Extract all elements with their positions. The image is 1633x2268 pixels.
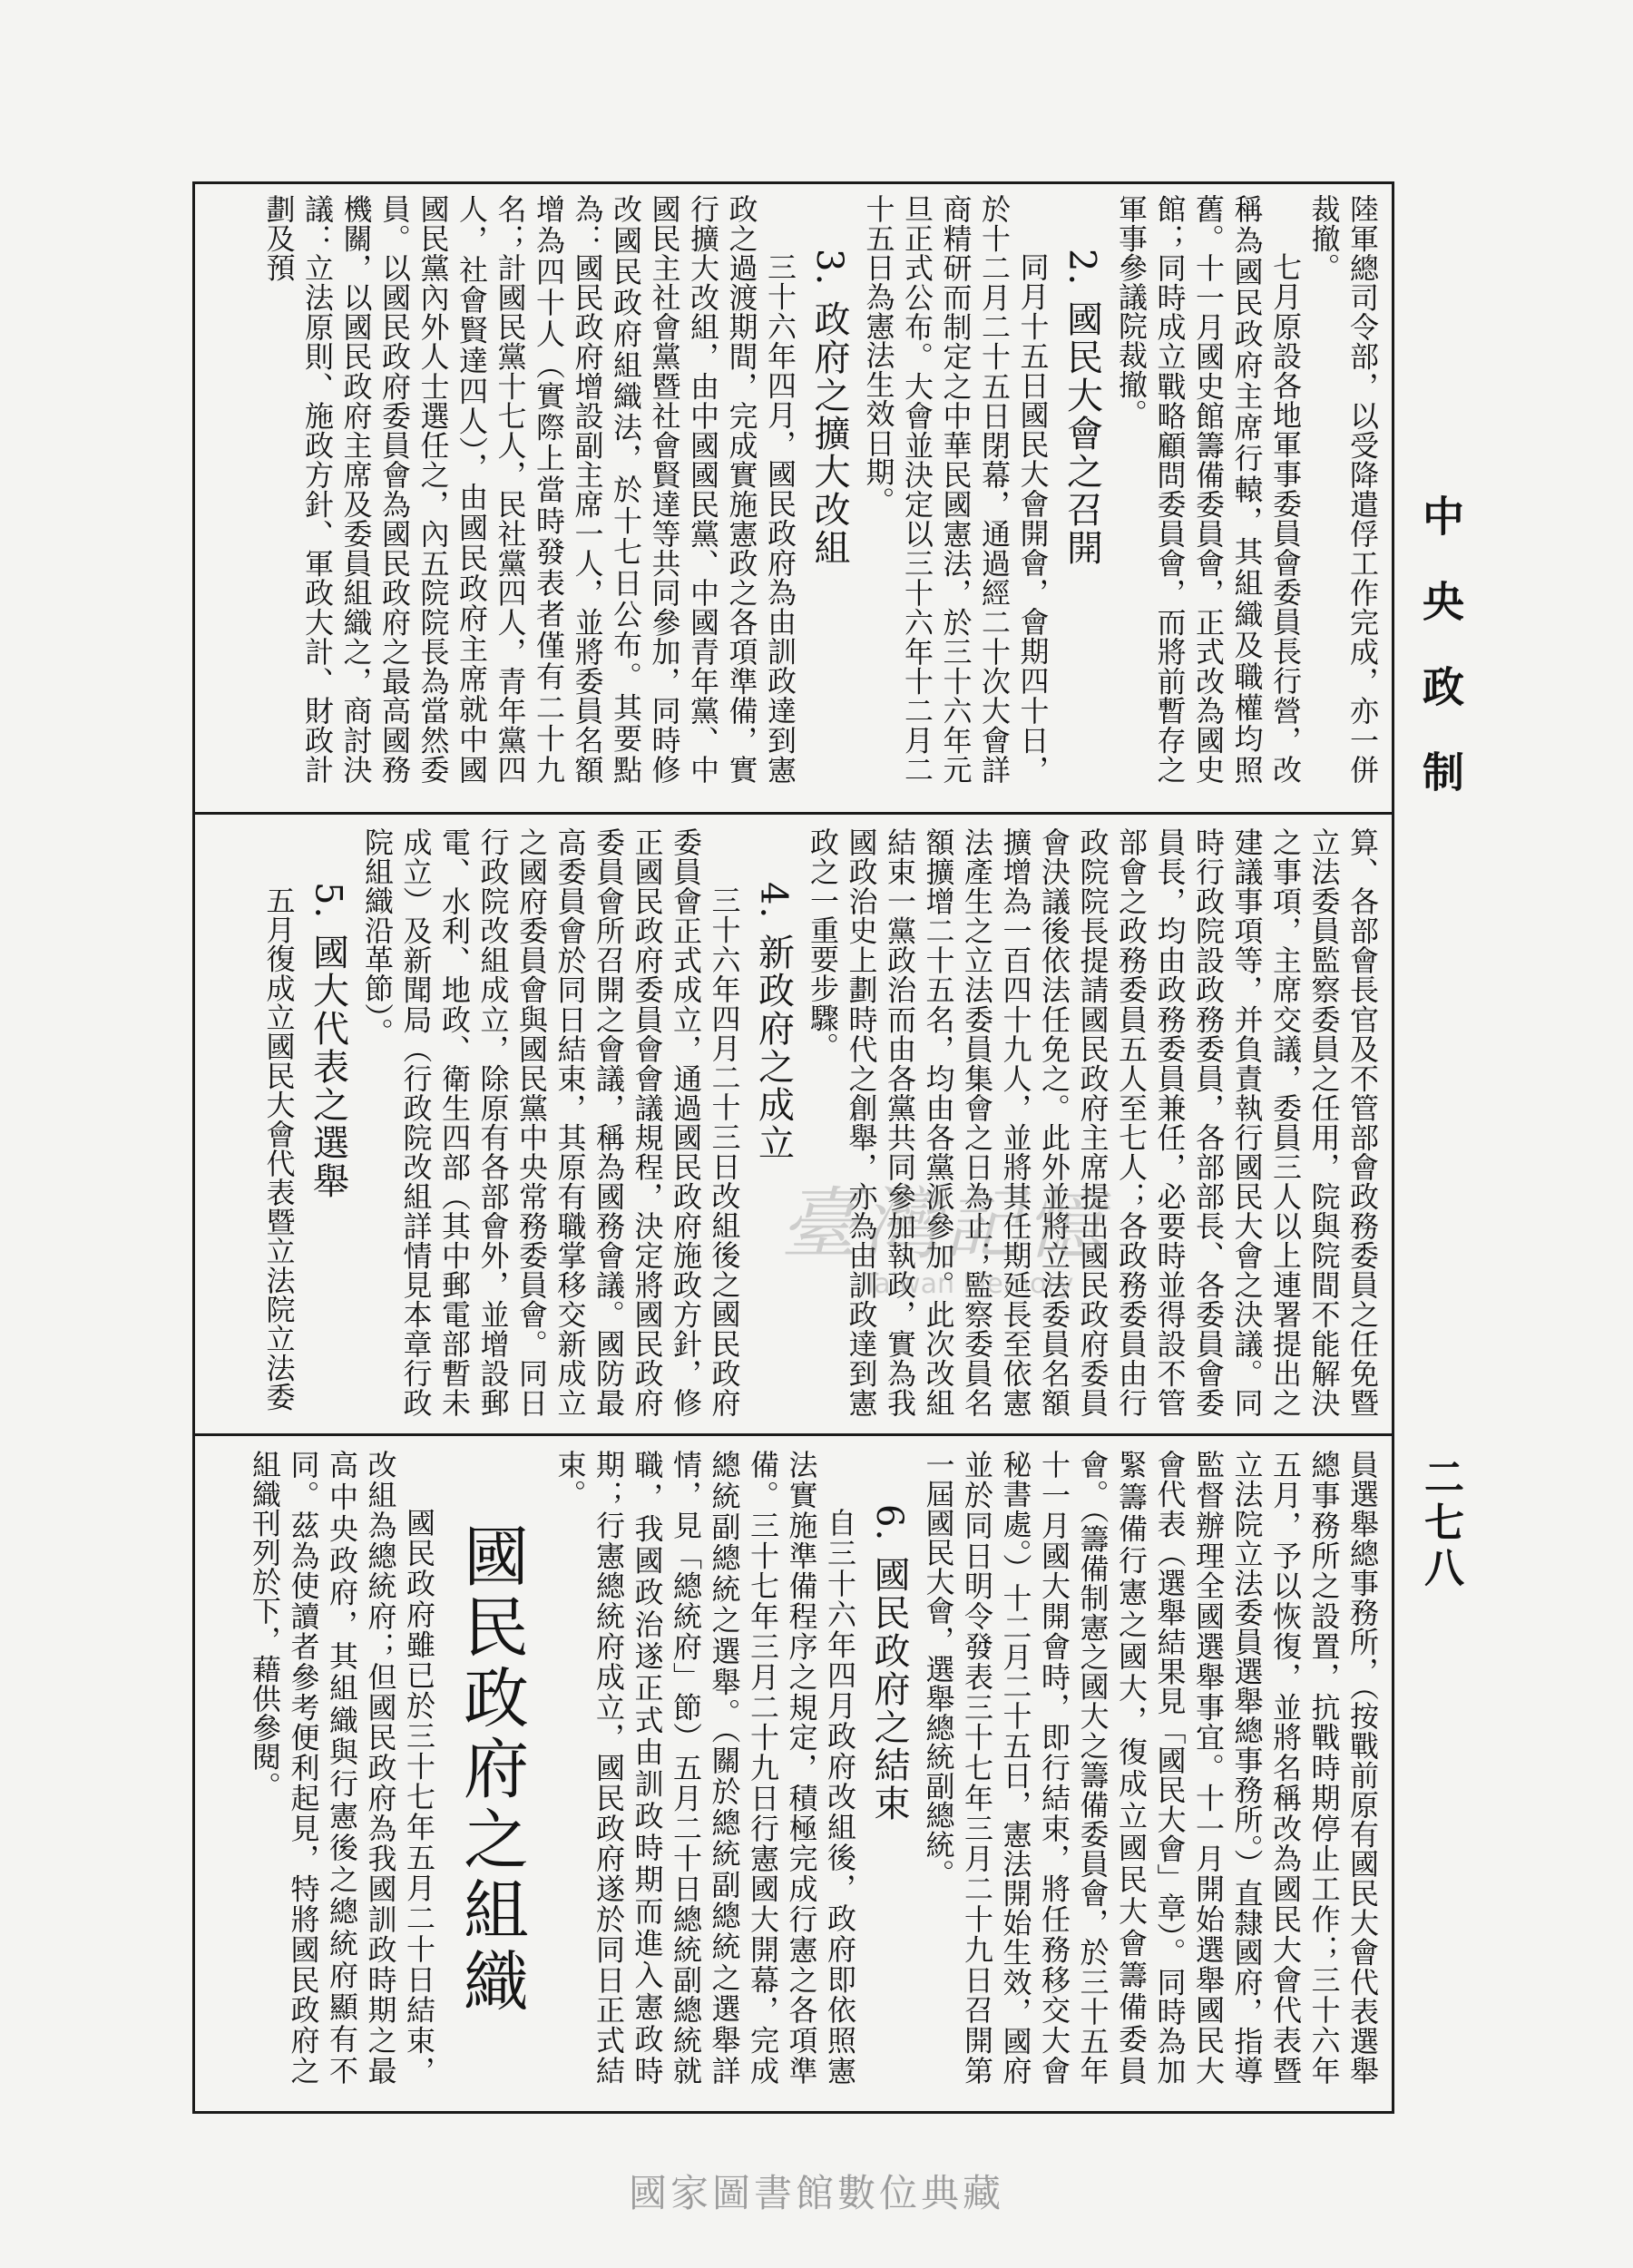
section-divider-lower — [192, 1433, 1394, 1436]
chapter-title: 國民政府之組織 — [453, 1522, 529, 2018]
page-number: 二七八 — [1417, 1456, 1463, 1592]
section-heading: 4. 新政府之成立 — [752, 882, 795, 1162]
running-header: 中央政制 — [1416, 494, 1465, 836]
paragraph: 三十六年四月二十三日改組後之國民政府委員會正式成立，通過國民政府施政方針，修正國民政府委員會會議規程，決定將國民政府委員會所召開之會議，稱為國務會議。國防最高委員會於同日結束，其原有職掌移交新成立之國府委員會與國民黨中央常務委員會。同日行政院改組成立，除原有各部會外，並增設郵電、水利、地政、衛生四部（其中郵電部暫未成立）及新聞局（行政院改組詳情見本章行政院組織沿革節）。 — [360, 827, 742, 1417]
top-section — [207, 194, 1382, 802]
paragraph: 同月十五日國民大會開會，會期四十日，於十二月二十五日閉幕，通過經二十次大會詳商精研而制定之中華民國憲法，於三十六年元旦正式公布。大會並決定以三十六年十二月二十五日為憲法生效日期。 — [861, 194, 1051, 784]
paragraph: 五月復成立國民大會代表暨立法院立法委 — [261, 885, 297, 1412]
paragraph: 三十六年四月，國民政府為由訓政達到憲政之過渡期間，完成實施憲政之各項準備，實行擴大改組，由中國國民黨、中國青年黨、中國民主社會黨暨社會賢達等共同參加，同時修改國民政府組織法，於十七日公布。其要點為：國民政府增設副主席一人，並將委員名額增為四十人（實際上當時發表者僅有二十九名；計國民黨十七人，民社黨四人，青年黨四人，社會賢達四人），由國民政府主席就中國國民黨內外人士選任之，內五院院長為當然委員。以國民政府委員會為國民政府之最高國務機關，以國民政府主席及委員組織之，商討決議：立法原則、施政方針、軍政大計、財政計劃及預 — [261, 194, 797, 784]
section-heading: 5. 國大代表之選舉 — [307, 882, 349, 1200]
paragraph: 國民政府雖已於三十七年五月二十日結束，改組為總統府；但國民政府為我國訓政時期之最高中央政府，其組織與行憲後之總統府顯有不同。茲為使讀者參考便利起見，特將國民政府之組織刊列於下，藉供參閱。 — [248, 1450, 436, 2085]
watermark-text: Taiwan Memory — [862, 1268, 1074, 1300]
paragraph: 自三十六年四月政府改組後，政府即依照憲法實施準備程序之規定，積極完成行憲之各項準備。三十七年三月二十九日行憲國大開幕，完成總統副總統之選舉。（關於總統副總統之選舉詳情，見「總統府」節）五月二十日總統副總統就職，我國政治遂正式由訓政時期而進入憲政時期；行憲總統府成立，國民政府遂於同日正式結束。 — [552, 1450, 857, 2085]
section-divider-upper — [192, 812, 1394, 815]
watermark-logo: 臺灣記憶 — [780, 1179, 1107, 1270]
section-heading: 6. 國民政府之結束 — [868, 1504, 910, 1823]
section-heading: 3. 政府之擴大改組 — [808, 249, 850, 567]
library-footer: 國家圖書館數位典藏 — [628, 2171, 1004, 2215]
section-heading: 2. 國民大會之召開 — [1061, 249, 1103, 567]
paragraph: 員選舉總事務所，（按戰前原有國民大會代表選舉總事務所之設置，抗戰時期停止工作；三十六年五月，予以恢復，並將名稱改為國民大會代表暨立法院立法委員選舉總事務所。）直隸國府，指導監督辦理全國選舉事宜。十一月開始選舉國民大會代表（選舉結果見「國民大會」章）。同時為加緊籌備行憲之國大，復成立國民大會籌備委員會。（籌備制憲之國大之籌備委員會，於三十五年十一月國大開會時，即行結束，將任務移交大會秘書處。）十二月二十五日，憲法開始生效，國府並於同日明令發表三十七年三月二十九日召開第一屆國民大會，選舉總統副總統。 — [921, 1450, 1380, 2085]
text-column — [259, 194, 799, 784]
text-column — [919, 1450, 1382, 2085]
text-column — [551, 1450, 859, 2085]
paragraph: 陸軍總司令部，以受降遣俘工作完成，亦一併裁撤。 — [1306, 194, 1380, 784]
text-column — [246, 1450, 439, 2085]
text-column — [804, 827, 1383, 1417]
bottom-section — [207, 1450, 1382, 2101]
text-column — [1112, 194, 1383, 784]
middle-section — [207, 827, 1382, 1426]
text-column — [859, 194, 1052, 784]
text-column — [259, 827, 298, 1417]
text-column — [358, 827, 744, 1417]
paragraph: 七月原設各地軍事委員會委員長行營，改稱為國民政府主席行轅，其組織及職權均照舊。十一月國史館籌備委員會，正式改為國史館；同時成立戰略顧問委員會，而將前暫存之軍事參議院裁撤。 — [1114, 194, 1303, 784]
paragraph: 算、各部會長官及不管部會政務委員之任免暨立法委員監察委員之任用，院與院間不能解決之事項，主席交議，委員三人以上連署提出之建議事項等，并負責執行國民大會之決議。同時行政院設政務委員，各部部長、各委員會委員長，均由政務委員兼任，必要時並得設不管部會之政務委員五人至七人；各政務委員由行政院院長提請國民政府主席提出國民政府委員會決議後依法任免之。此外並將立法委員名額擴增為一百四十九人，並將其任期延長至依憲法產生之立法委員集會之日為止；監察委員名額擴增二十五名，均由各黨派參加。此次改組結束一黨政治而由各黨共同參加執政，實為我國政治史上劃時代之創舉，亦為由訓政達到憲政之一重要步驟。 — [806, 827, 1380, 1417]
